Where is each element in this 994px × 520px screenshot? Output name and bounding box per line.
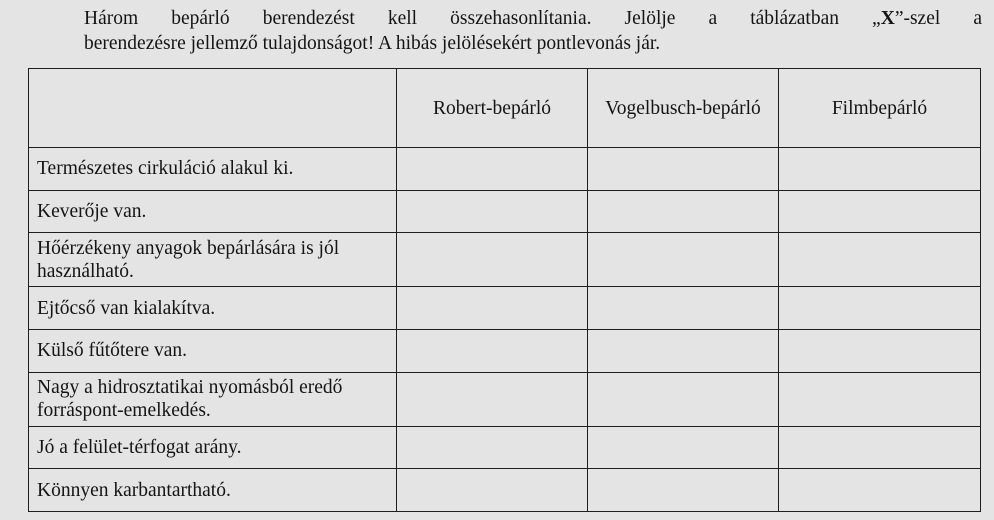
- instructions-text-b: ”-szel a: [894, 8, 982, 29]
- table-row: [29, 287, 981, 330]
- table-row: [29, 233, 981, 287]
- mark-cell-robert[interactable]: [397, 287, 588, 330]
- mark-cell-vogelbusch[interactable]: [588, 287, 779, 330]
- mark-cell-robert[interactable]: [397, 148, 588, 191]
- header-robert: Robert-bepárló: [397, 69, 588, 148]
- row-label: Ejtőcső van kialakítva.: [29, 287, 397, 330]
- mark-cell-film[interactable]: [779, 372, 981, 426]
- row-label: Nagy a hidrosztatikai nyomásból eredő forráspont-emelkedés.: [29, 372, 397, 426]
- comparison-table: [28, 68, 981, 512]
- row-label: Könnyen karbantartható.: [29, 469, 397, 512]
- row-label: Jó a felület-térfogat arány.: [29, 426, 397, 469]
- mark-cell-robert[interactable]: [397, 372, 588, 426]
- mark-cell-film[interactable]: [779, 426, 981, 469]
- table-header-row: [29, 69, 981, 148]
- mark-cell-robert[interactable]: [397, 469, 588, 512]
- header-film: Filmbepárló: [779, 69, 981, 148]
- mark-cell-vogelbusch[interactable]: [588, 426, 779, 469]
- mark-cell-vogelbusch[interactable]: [588, 233, 779, 287]
- task-instructions: [84, 6, 982, 56]
- mark-cell-film[interactable]: [779, 469, 981, 512]
- row-label: Keverője van.: [29, 190, 397, 233]
- mark-cell-film[interactable]: [779, 148, 981, 191]
- mark-cell-vogelbusch[interactable]: [588, 329, 779, 372]
- mark-cell-vogelbusch[interactable]: [588, 469, 779, 512]
- mark-cell-film[interactable]: [779, 287, 981, 330]
- table-row: [29, 190, 981, 233]
- table-row: [29, 372, 981, 426]
- mark-cell-vogelbusch[interactable]: [588, 148, 779, 191]
- mark-cell-vogelbusch[interactable]: [588, 372, 779, 426]
- instructions-line-2: berendezésre jellemző tulajdonságot! A hibás jelölésekért pontlevonás jár.: [84, 33, 661, 54]
- mark-cell-robert[interactable]: [397, 329, 588, 372]
- mark-cell-robert[interactable]: [397, 190, 588, 233]
- mark-cell-robert[interactable]: [397, 426, 588, 469]
- mark-cell-film[interactable]: [779, 329, 981, 372]
- instructions-line-1: [84, 6, 982, 31]
- mark-cell-film[interactable]: [779, 190, 981, 233]
- row-label: Külső fűtőtere van.: [29, 329, 397, 372]
- table-row: [29, 469, 981, 512]
- table-row: [29, 329, 981, 372]
- header-vogelbusch: Vogelbusch-bepárló: [588, 69, 779, 148]
- instructions-text-a: Három bepárló berendezést kell összehasonlítania. Jelölje a táblázatban „: [84, 8, 881, 29]
- row-label: Hőérzékeny anyagok bepárlására is jól használható.: [29, 233, 397, 287]
- mark-cell-vogelbusch[interactable]: [588, 190, 779, 233]
- instructions-mark-x: X: [880, 8, 895, 29]
- mark-cell-film[interactable]: [779, 233, 981, 287]
- table-row: [29, 148, 981, 191]
- table-row: [29, 426, 981, 469]
- row-label: Természetes cirkuláció alakul ki.: [29, 148, 397, 191]
- header-cell-empty: [29, 69, 397, 148]
- mark-cell-robert[interactable]: [397, 233, 588, 287]
